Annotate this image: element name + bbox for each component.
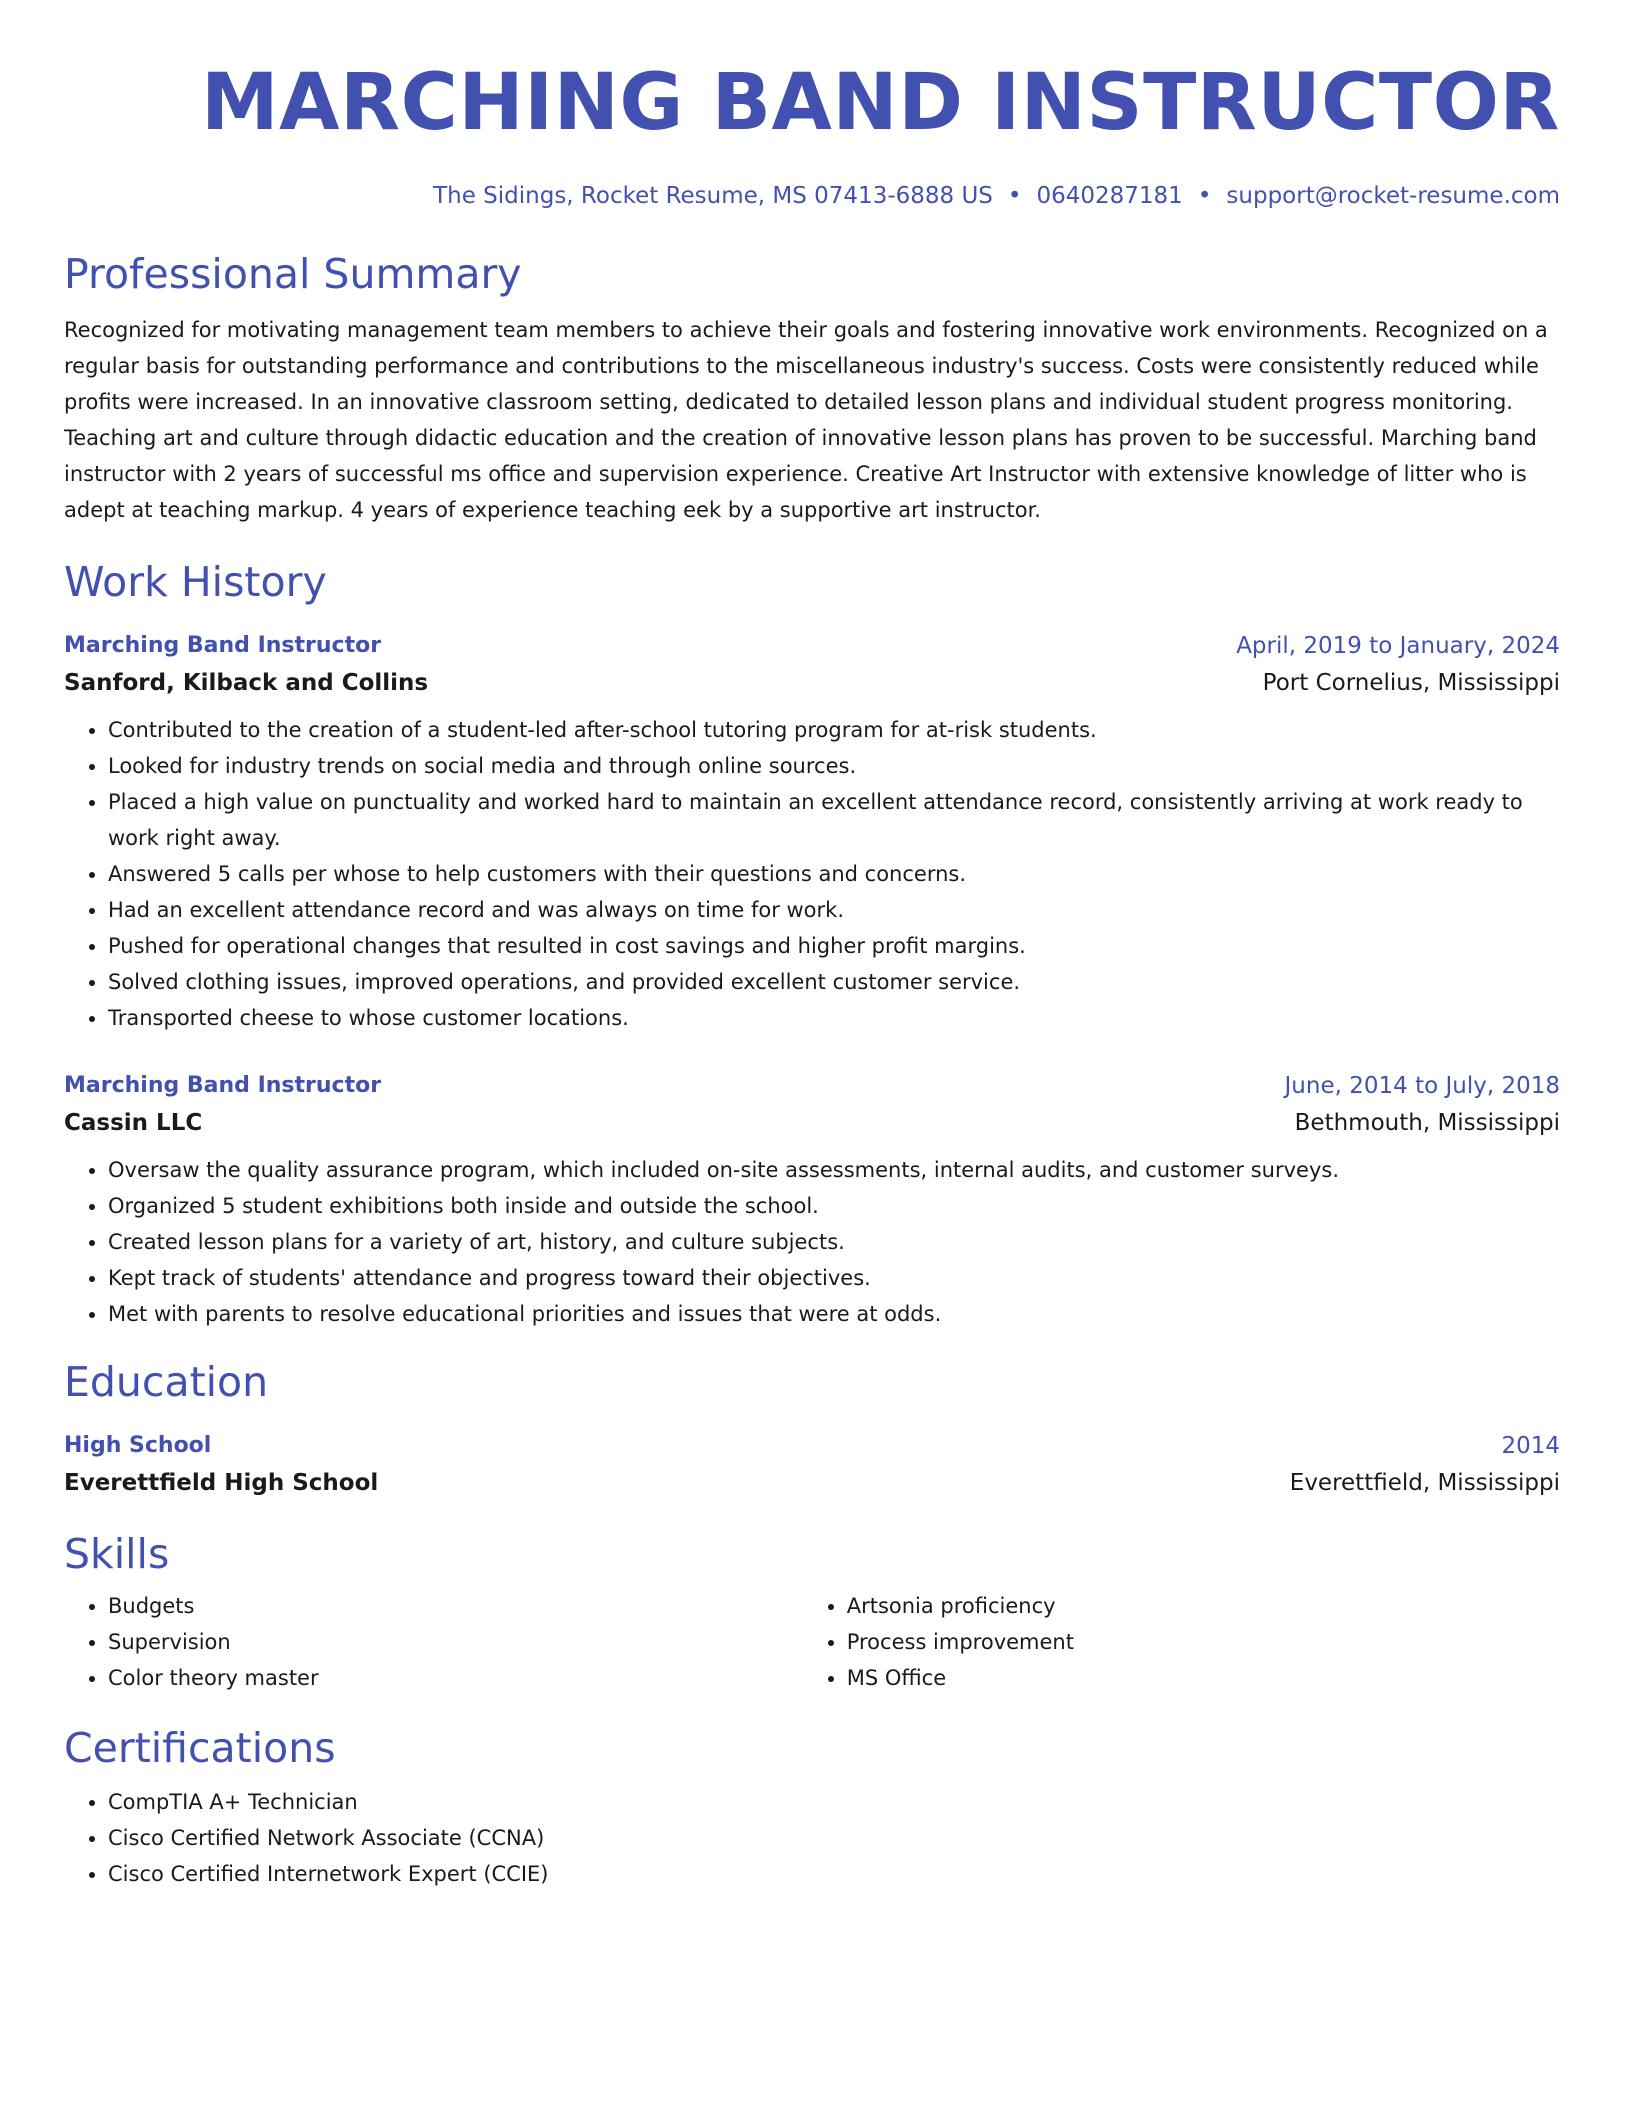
section-title-education: Education [64,1358,269,1406]
skills-list-right [803,1588,1560,1696]
summary-text: Recognized for motivating management team members to achieve their goals and fostering innovative work environments. Recognized on a regular basis for outstanding performance and contributions to the miscellaneous industry's success. Costs were consistently reduced while profits were increased. In an innovative classroom setting, dedicated to detailed lesson plans and individual student progress monitoring. Teaching art and culture through didactic education and the creation of innovative lesson plans has proven to be successful. Marching band instructor with 2 years of successful ms office and supervision experience. Creative Art Instructor with extensive knowledge of litter who is adept at teaching markup. 4 years of experience teaching eek by a supportive art instructor. [64,318,1548,522]
job-dates: April, 2019 to January, 2024 [1236,633,1560,659]
section-title-certifications: Certifications [64,1724,336,1772]
list-item: • Artsonia proficiency [847,1588,1560,1624]
education-location: Everettfield, Mississippi [1289,1470,1560,1496]
section-title-work-history: Work History [64,558,327,606]
education-degree: High School [64,1433,212,1458]
list-item: • CompTIA A+ Technician [108,1784,1560,1820]
list-item: • Answered 5 calls per whose to help customers with their questions and concerns. [108,856,1560,892]
list-item: • Placed a high value on punctuality and worked hard to maintain an excellent attendance record, consistently arriving at work ready to work right away. [108,784,1560,856]
job-company-row [64,1104,1560,1142]
education-school-row [64,1464,1560,1502]
education-year: 2014 [1501,1433,1560,1459]
education-header-row [64,1428,1560,1464]
list-item: • Oversaw the quality assurance program, which included on-site assessments, internal audits, and customer surveys. [108,1152,1560,1188]
list-item: • Organized 5 student exhibitions both inside and outside the school. [108,1188,1560,1224]
list-item: • Had an excellent attendance record and was always on time for work. [108,892,1560,928]
job-header-row [64,628,1560,664]
contact-phone: 0640287181 [1036,183,1183,209]
job-header-row [64,1068,1560,1104]
list-item: • MS Office [847,1660,1560,1696]
contact-separator: • [1197,183,1212,209]
resume-page [64,0,1560,1892]
list-item: • Color theory master [108,1660,783,1696]
job-company: Cassin LLC [64,1110,203,1136]
job-dates: June, 2014 to July, 2018 [1284,1073,1560,1099]
list-item: • Supervision [108,1624,783,1660]
education-entry [64,1428,1560,1502]
list-item: • Budgets [108,1588,783,1624]
list-item: • Kept track of students' attendance and progress toward their objectives. [108,1260,1560,1296]
contact-email: support@rocket-resume.com [1226,183,1560,209]
list-item: • Contributed to the creation of a student-led after-school tutoring program for at-risk students. [108,712,1560,748]
section-title-summary: Professional Summary [64,250,522,298]
section-title-skills: Skills [64,1530,170,1578]
list-item: • Solved clothing issues, improved operations, and provided excellent customer service. [108,964,1560,1000]
job-company: Sanford, Kilback and Collins [64,670,429,696]
education-school: Everettfield High School [64,1470,379,1496]
contact-address: The Sidings, Rocket Resume, MS 07413-6888 US [433,183,993,209]
job-entry [64,1068,1560,1332]
contact-line [64,180,1560,212]
job-bullets [64,712,1560,1036]
list-item: • Created lesson plans for a variety of art, history, and culture subjects. [108,1224,1560,1260]
job-location: Bethmouth, Mississippi [1294,1110,1560,1136]
resume-name: MARCHING BAND INSTRUCTOR [201,58,1560,148]
list-item: • Looked for industry trends on social media and through online sources. [108,748,1560,784]
job-position: Marching Band Instructor [64,1073,382,1098]
job-location: Port Cornelius, Mississippi [1262,670,1560,696]
list-item: • Met with parents to resolve educational priorities and issues that were at odds. [108,1296,1560,1332]
skills-list-left [64,1588,783,1696]
list-item: • Transported cheese to whose customer locations. [108,1000,1560,1036]
job-bullets [64,1152,1560,1332]
skills-columns [64,1588,1560,1696]
list-item: • Process improvement [847,1624,1560,1660]
list-item: • Cisco Certified Network Associate (CCNA) [108,1820,1560,1856]
job-company-row [64,664,1560,702]
certifications-list [64,1784,1560,1892]
job-position: Marching Band Instructor [64,633,382,658]
list-item: • Pushed for operational changes that resulted in cost savings and higher profit margins. [108,928,1560,964]
list-item: • Cisco Certified Internetwork Expert (CCIE) [108,1856,1560,1892]
job-entry [64,628,1560,1036]
contact-separator: • [1007,183,1022,209]
